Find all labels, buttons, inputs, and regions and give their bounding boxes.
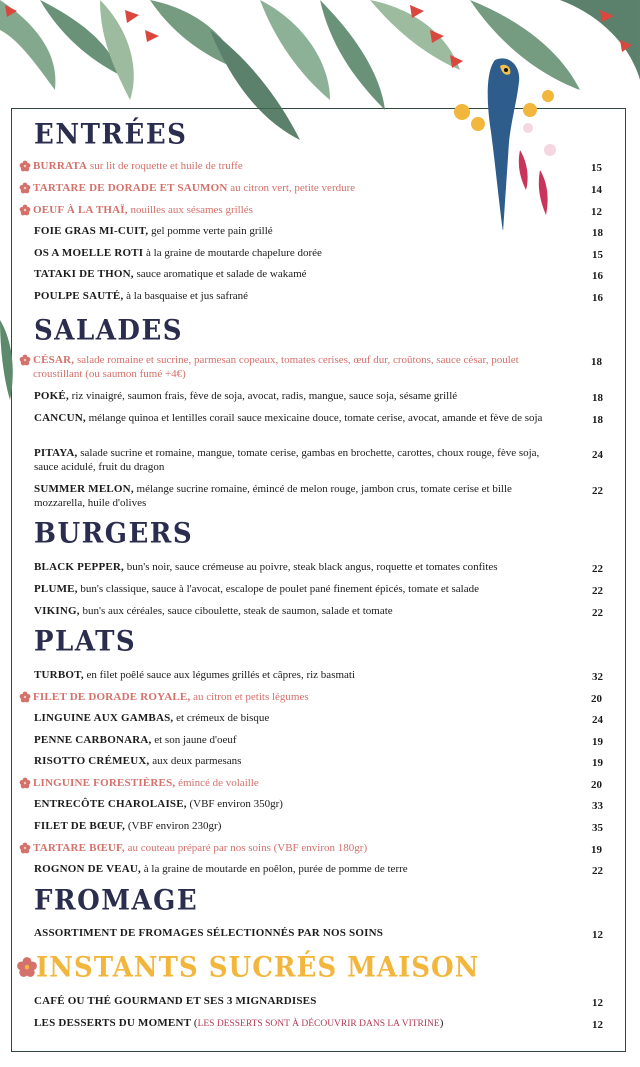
- menu-item-price: 22: [592, 607, 603, 619]
- section-title-burgers: BURGERS: [34, 517, 194, 551]
- menu-item-price: 20: [591, 779, 602, 791]
- flower-icon: [19, 354, 31, 366]
- menu-item-note-close: ): [439, 1017, 444, 1029]
- menu-item: [33, 181, 602, 196]
- menu-item: [33, 690, 602, 705]
- menu-item-description: et son jaune d'oeuf: [151, 734, 237, 746]
- menu-item-price: 22: [592, 865, 603, 877]
- menu-item: [34, 246, 603, 261]
- menu-item-price: 12: [591, 206, 602, 218]
- flower-icon: [19, 182, 31, 194]
- menu-item: [34, 754, 603, 769]
- menu-item-description: (VBF environ 230gr): [125, 820, 222, 832]
- menu-item-price: 16: [592, 292, 603, 304]
- menu-item-name: PENNE CARBONARA,: [34, 734, 152, 746]
- menu-item: [34, 994, 603, 1009]
- menu-item: [33, 353, 602, 381]
- menu-item-description: au couteau préparé par nos soins (VBF environ 180gr): [124, 842, 368, 854]
- menu-item-price: 19: [592, 757, 603, 769]
- menu-item: [34, 819, 603, 834]
- menu-item-name: ASSORTIMENT DE FROMAGES SÉLECTIONNÉS PAR NOS SOINS: [34, 927, 384, 939]
- menu-item-description: bun's classique, sauce à l'avocat, escalope de poulet pané finement épicés, tomate et salade: [77, 583, 479, 595]
- menu-item-description: nouilles aux sésames grillés: [127, 204, 253, 216]
- menu-item-name: TURBOT,: [34, 669, 84, 681]
- menu-item-description: bun's aux céréales, sauce ciboulette, steak de saumon, salade et tomate: [79, 605, 393, 617]
- menu-item-price: 18: [592, 227, 603, 239]
- menu-item: [34, 267, 603, 282]
- menu-item-description: gel pomme verte pain grillé: [148, 225, 273, 237]
- menu-item: [34, 862, 603, 877]
- menu-item: [34, 482, 603, 510]
- menu-item-name: POKÉ,: [34, 390, 69, 402]
- menu-item-description: mélange quinoa et lentilles corail sauce mexicaine douce, tomate cerise, avocat, amande et fève de soja: [85, 412, 543, 424]
- menu-item-price: 19: [592, 736, 603, 748]
- menu-item-description: aux deux parmesans: [149, 755, 242, 767]
- menu-item-price: 12: [592, 929, 603, 941]
- menu-item-name: POULPE SAUTÉ,: [34, 290, 124, 302]
- menu-item-price: 16: [592, 270, 603, 282]
- menu-item-price: 24: [592, 449, 603, 461]
- menu-item-price: 15: [591, 162, 602, 174]
- menu-item: [33, 159, 602, 174]
- menu-item-name: CÉSAR,: [33, 354, 75, 366]
- menu-item-name: CANCUN,: [34, 412, 86, 424]
- section-title-fromage: FROMAGE: [34, 884, 199, 918]
- menu-item-name: TARTARE DE DORADE ET SAUMON: [33, 182, 228, 194]
- menu-item-price: 18: [592, 414, 603, 426]
- menu-item-name: TATAKI DE THON,: [34, 268, 134, 280]
- menu-item-price: 35: [592, 822, 603, 834]
- menu-item-description: mélange sucrine romaine, émincé de melon rouge, jambon crus, tomate cerise et bille mozzarella, huile d'olives: [34, 483, 512, 509]
- menu-item-name: LINGUINE FORESTIÈRES,: [33, 777, 176, 789]
- section-title-entrees: ENTRÉES: [34, 118, 188, 152]
- menu-item-price: 12: [592, 1019, 603, 1031]
- menu-item-price: 15: [592, 249, 603, 261]
- menu-item-name: ENTRECÔTE CHAROLAISE,: [34, 798, 187, 810]
- menu-item-price: 18: [591, 356, 602, 368]
- menu-item-name: BLACK PEPPER,: [34, 561, 124, 573]
- menu-item-description: en filet poêlé sauce aux légumes grillés et câpres, riz basmati: [83, 669, 356, 681]
- menu-item: [34, 289, 603, 304]
- menu-item-name: LINGUINE AUX GAMBAS,: [34, 712, 174, 724]
- menu-item: [34, 389, 603, 404]
- menu-item: [34, 411, 603, 426]
- menu-item: [34, 446, 603, 474]
- menu-item-description: émincé de volaille: [175, 777, 259, 789]
- menu-item-price: 18: [592, 392, 603, 404]
- flower-icon: [19, 691, 31, 703]
- menu-item-description: sur lit de roquette et huile de truffe: [87, 160, 243, 172]
- menu-item-price: 22: [592, 585, 603, 597]
- menu-item: [34, 604, 603, 619]
- menu-item-price: 20: [591, 693, 602, 705]
- menu-item-price: 32: [592, 671, 603, 683]
- menu-item-name: SUMMER MELON,: [34, 483, 134, 495]
- menu-item-description: (: [191, 1017, 198, 1029]
- menu-item-name: CAFÉ OU THÉ GOURMAND ET SES 3 MIGNARDISES: [34, 995, 317, 1007]
- menu-item-name: OEUF À LA THAÏ,: [33, 204, 128, 216]
- menu-item-price: 19: [591, 844, 602, 856]
- menu-item: [33, 776, 602, 791]
- menu-item-name: FOIE GRAS MI-CUIT,: [34, 225, 149, 237]
- menu-item-name: FILET DE DORADE ROYALE,: [33, 691, 191, 703]
- menu-item-name: BURRATA: [33, 160, 88, 172]
- hibiscus-icon: [16, 956, 38, 978]
- menu-item-note: LES DESSERTS SONT À DÉCOUVRIR DANS LA VITRINE: [197, 1019, 440, 1029]
- flower-icon: [19, 842, 31, 854]
- menu-item: [34, 668, 603, 683]
- menu-item-description: salade romaine et sucrine, parmesan copeaux, tomates cerises, œuf dur, croûtons, sauce césar, poulet croustillant (ou saumon fumé +4€): [33, 354, 519, 380]
- menu-item: [33, 203, 602, 218]
- menu-item-description: à la graine de moutarde en poêlon, purée de pomme de terre: [141, 863, 408, 875]
- menu-item-description: sauce aromatique et salade de wakamé: [133, 268, 307, 280]
- section-title-plats: PLATS: [34, 625, 137, 659]
- menu-item-name: FILET DE BŒUF,: [34, 820, 126, 832]
- flower-icon: [19, 160, 31, 172]
- menu-item-name: OS A MOELLE ROTI: [34, 247, 144, 259]
- menu-item-price: 24: [592, 714, 603, 726]
- menu-item-price: 14: [591, 184, 602, 196]
- menu-item-description: salade sucrine et romaine, mangue, tomate cerise, gambas en brochette, carottes, choux rouge, fève soja, sauce acidulé, fruit du dragon: [34, 447, 540, 473]
- menu-item-price: 33: [592, 800, 603, 812]
- menu-item-name: RISOTTO CRÉMEUX,: [34, 755, 150, 767]
- menu-item-name: ROGNON DE VEAU,: [34, 863, 142, 875]
- menu-item: [33, 841, 602, 856]
- menu-item-name: PLUME,: [34, 583, 78, 595]
- menu-item-description: au citron et petits légumes: [190, 691, 309, 703]
- menu-item: [34, 797, 603, 812]
- section-title-sucres: INSTANTS SUCRÉS MAISON: [36, 951, 480, 985]
- menu-item-name: LES DESSERTS DU MOMENT: [34, 1017, 192, 1029]
- flower-icon: [19, 204, 31, 216]
- menu-item-name: TARTARE BŒUF,: [33, 842, 125, 854]
- menu-item-price: 22: [592, 485, 603, 497]
- menu-item-description: au citron vert, petite verdure: [227, 182, 356, 194]
- menu-item: [34, 224, 603, 239]
- menu-item: [34, 582, 603, 597]
- menu-item-description: bun's noir, sauce crémeuse au poivre, steak black angus, roquette et tomates confites: [124, 561, 498, 573]
- menu-item-description: et crémeux de bisque: [173, 712, 270, 724]
- menu-item: [34, 711, 603, 726]
- menu-item-description: à la basquaise et jus safrané: [123, 290, 249, 302]
- menu-item-price: 12: [592, 997, 603, 1009]
- section-title-salades: SALADES: [34, 314, 184, 348]
- menu-item: [34, 733, 603, 748]
- menu-item-name: VIKING,: [34, 605, 80, 617]
- menu-item-description: à la graine de moutarde chapelure dorée: [143, 247, 322, 259]
- menu-item-description: riz vinaigré, saumon frais, fève de soja, avocat, radis, mangue, sauce soja, sésame grillé: [68, 390, 458, 402]
- menu-item-description: (VBF environ 350gr): [186, 798, 283, 810]
- menu-item-name: PITAYA,: [34, 447, 78, 459]
- menu-item-price: 22: [592, 563, 603, 575]
- menu-item: [34, 926, 603, 941]
- flower-icon: [19, 777, 31, 789]
- menu-item: [34, 1016, 603, 1031]
- menu-item: [34, 560, 603, 575]
